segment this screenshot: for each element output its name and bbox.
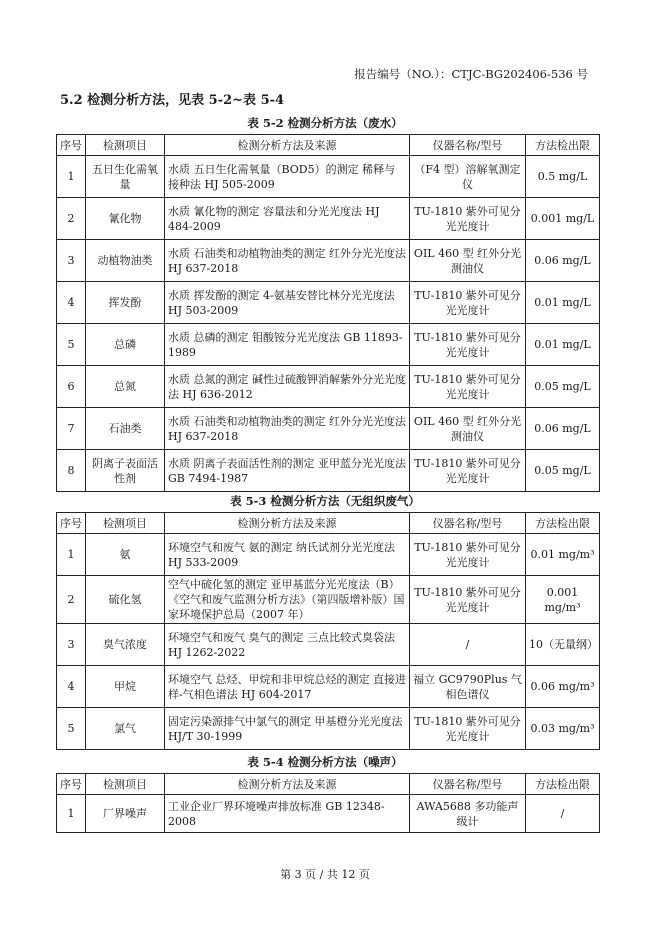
cell-item: 硫化氢 — [86, 576, 165, 624]
cell-index: 1 — [57, 156, 86, 198]
table-header-row — [57, 135, 600, 156]
cell-instrument: TU-1810 紫外可见分光光度计 — [410, 534, 526, 576]
cell-method: 水质 氰化物的测定 容量法和分光光度法 HJ 484-2009 — [165, 198, 410, 240]
cell-method: 水质 总磷的测定 钼酸铵分光光度法 GB 11893-1989 — [165, 324, 410, 366]
cell-method: 水质 总氮的测定 碱性过硫酸钾消解紫外分光光度法 HJ 636-2012 — [165, 366, 410, 408]
cell-limit: 0.05 mg/L — [526, 450, 600, 492]
cell-instrument: 福立 GC9790Plus 气相色谱仪 — [410, 666, 526, 708]
cell-index: 3 — [57, 240, 86, 282]
column-header: 检测分析方法及来源 — [165, 135, 410, 156]
cell-limit: 0.01 mg/m³ — [526, 534, 600, 576]
cell-method: 水质 五日生化需氧量（BOD5）的测定 稀释与接种法 HJ 505-2009 — [165, 156, 410, 198]
table-caption-noise: 表 5-4 检测分析方法（噪声） — [247, 755, 403, 769]
cell-instrument: （F4 型）溶解氧测定仪 — [410, 156, 526, 198]
table-row — [57, 366, 600, 408]
cell-index: 4 — [57, 666, 86, 708]
cell-limit: 0.01 mg/L — [526, 282, 600, 324]
cell-limit: / — [526, 795, 600, 833]
cell-limit: 0.03 mg/m³ — [526, 708, 600, 750]
cell-limit: 0.001 mg/L — [526, 198, 600, 240]
cell-index: 2 — [57, 198, 86, 240]
cell-item: 五日生化需氧量 — [86, 156, 165, 198]
cell-index: 3 — [57, 624, 86, 666]
cell-instrument: TU-1810 紫外可见分光光度计 — [410, 324, 526, 366]
cell-index: 5 — [57, 324, 86, 366]
cell-limit: 0.01 mg/L — [526, 324, 600, 366]
table-row — [57, 450, 600, 492]
cell-item: 总磷 — [86, 324, 165, 366]
table-row — [57, 534, 600, 576]
column-header: 序号 — [57, 774, 86, 795]
cell-index: 1 — [57, 534, 86, 576]
column-header: 检测项目 — [86, 774, 165, 795]
cell-index: 6 — [57, 366, 86, 408]
table-header-row — [57, 774, 600, 795]
cell-item: 动植物油类 — [86, 240, 165, 282]
column-header: 仪器名称/型号 — [410, 774, 526, 795]
table-row — [57, 795, 600, 833]
cell-instrument: AWA5688 多功能声级计 — [410, 795, 526, 833]
table-caption-air: 表 5-3 检测分析方法（无组织废气） — [230, 494, 420, 508]
report-number: 报告编号（NO.）：CTJC-BG202406-536 号 — [354, 67, 588, 81]
column-header: 方法检出限 — [526, 513, 600, 534]
cell-item: 挥发酚 — [86, 282, 165, 324]
cell-index: 1 — [57, 795, 86, 833]
table-row — [57, 198, 600, 240]
table-row — [57, 666, 600, 708]
column-header: 仪器名称/型号 — [410, 135, 526, 156]
table-row — [57, 324, 600, 366]
cell-method: 水质 阴离子表面活性剂的测定 亚甲蓝分光光度法 GB 7494-1987 — [165, 450, 410, 492]
cell-method: 环境空气 总烃、甲烷和非甲烷总烃的测定 直接进样-气相色谱法 HJ 604-2017 — [165, 666, 410, 708]
cell-index: 4 — [57, 282, 86, 324]
column-header: 检测项目 — [86, 513, 165, 534]
page-footer: 第 3 页 / 共 12 页 — [280, 868, 370, 881]
cell-index: 5 — [57, 708, 86, 750]
column-header: 方法检出限 — [526, 135, 600, 156]
column-header: 检测分析方法及来源 — [165, 774, 410, 795]
cell-instrument: / — [410, 624, 526, 666]
column-header: 检测分析方法及来源 — [165, 513, 410, 534]
cell-item: 阴离子表面活性剂 — [86, 450, 165, 492]
cell-limit: 0.06 mg/L — [526, 408, 600, 450]
section-title: 5.2 检测分析方法，见表 5-2~表 5-4 — [60, 93, 285, 108]
cell-method: 工业企业厂界环境噪声排放标准 GB 12348-2008 — [165, 795, 410, 833]
cell-item: 甲烷 — [86, 666, 165, 708]
table-row — [57, 156, 600, 198]
cell-limit: 0.5 mg/L — [526, 156, 600, 198]
cell-method: 水质 挥发酚的测定 4-氨基安替比林分光光度法 HJ 503-2009 — [165, 282, 410, 324]
cell-instrument: OIL 460 型 红外分光测油仪 — [410, 240, 526, 282]
table-air-methods — [56, 512, 600, 750]
cell-limit: 0.001 mg/m³ — [526, 576, 600, 624]
cell-item: 总氮 — [86, 366, 165, 408]
cell-limit: 0.06 mg/m³ — [526, 666, 600, 708]
cell-limit: 10（无量纲） — [526, 624, 600, 666]
cell-instrument: TU-1810 紫外可见分光光度计 — [410, 576, 526, 624]
cell-instrument: TU-1810 紫外可见分光光度计 — [410, 282, 526, 324]
cell-item: 臭气浓度 — [86, 624, 165, 666]
cell-method: 环境空气和废气 臭气的测定 三点比较式臭袋法 HJ 1262-2022 — [165, 624, 410, 666]
cell-method: 空气中硫化氢的测定 亚甲基蓝分光光度法（B）《空气和废气监测分析方法》（第四版增补版）国家环境保护总局（2007 年） — [165, 576, 410, 624]
table-water-methods — [56, 134, 600, 492]
cell-instrument: TU-1810 紫外可见分光光度计 — [410, 198, 526, 240]
column-header: 仪器名称/型号 — [410, 513, 526, 534]
cell-limit: 0.05 mg/L — [526, 366, 600, 408]
column-header: 序号 — [57, 513, 86, 534]
cell-item: 厂界噪声 — [86, 795, 165, 833]
column-header: 方法检出限 — [526, 774, 600, 795]
cell-index: 2 — [57, 576, 86, 624]
cell-item: 氰化物 — [86, 198, 165, 240]
table-row — [57, 576, 600, 624]
cell-method: 水质 石油类和动植物油类的测定 红外分光光度法 HJ 637-2018 — [165, 240, 410, 282]
cell-method: 环境空气和废气 氨的测定 纳氏试剂分光光度法 HJ 533-2009 — [165, 534, 410, 576]
cell-instrument: TU-1810 紫外可见分光光度计 — [410, 450, 526, 492]
cell-instrument: TU-1810 紫外可见分光光度计 — [410, 708, 526, 750]
table-caption-water: 表 5-2 检测分析方法（废水） — [247, 116, 403, 130]
cell-item: 石油类 — [86, 408, 165, 450]
table-row — [57, 708, 600, 750]
cell-item: 氨 — [86, 534, 165, 576]
column-header: 序号 — [57, 135, 86, 156]
table-row — [57, 240, 600, 282]
cell-index: 8 — [57, 450, 86, 492]
cell-instrument: OIL 460 型 红外分光测油仪 — [410, 408, 526, 450]
table-noise-methods — [56, 773, 600, 833]
cell-index: 7 — [57, 408, 86, 450]
column-header: 检测项目 — [86, 135, 165, 156]
table-header-row — [57, 513, 600, 534]
cell-method: 固定污染源排气中氯气的测定 甲基橙分光光度法 HJ/T 30-1999 — [165, 708, 410, 750]
cell-item: 氯气 — [86, 708, 165, 750]
cell-instrument: TU-1810 紫外可见分光光度计 — [410, 366, 526, 408]
table-row — [57, 408, 600, 450]
cell-limit: 0.06 mg/L — [526, 240, 600, 282]
table-row — [57, 282, 600, 324]
table-row — [57, 624, 600, 666]
cell-method: 水质 石油类和动植物油类的测定 红外分光光度法 HJ 637-2018 — [165, 408, 410, 450]
